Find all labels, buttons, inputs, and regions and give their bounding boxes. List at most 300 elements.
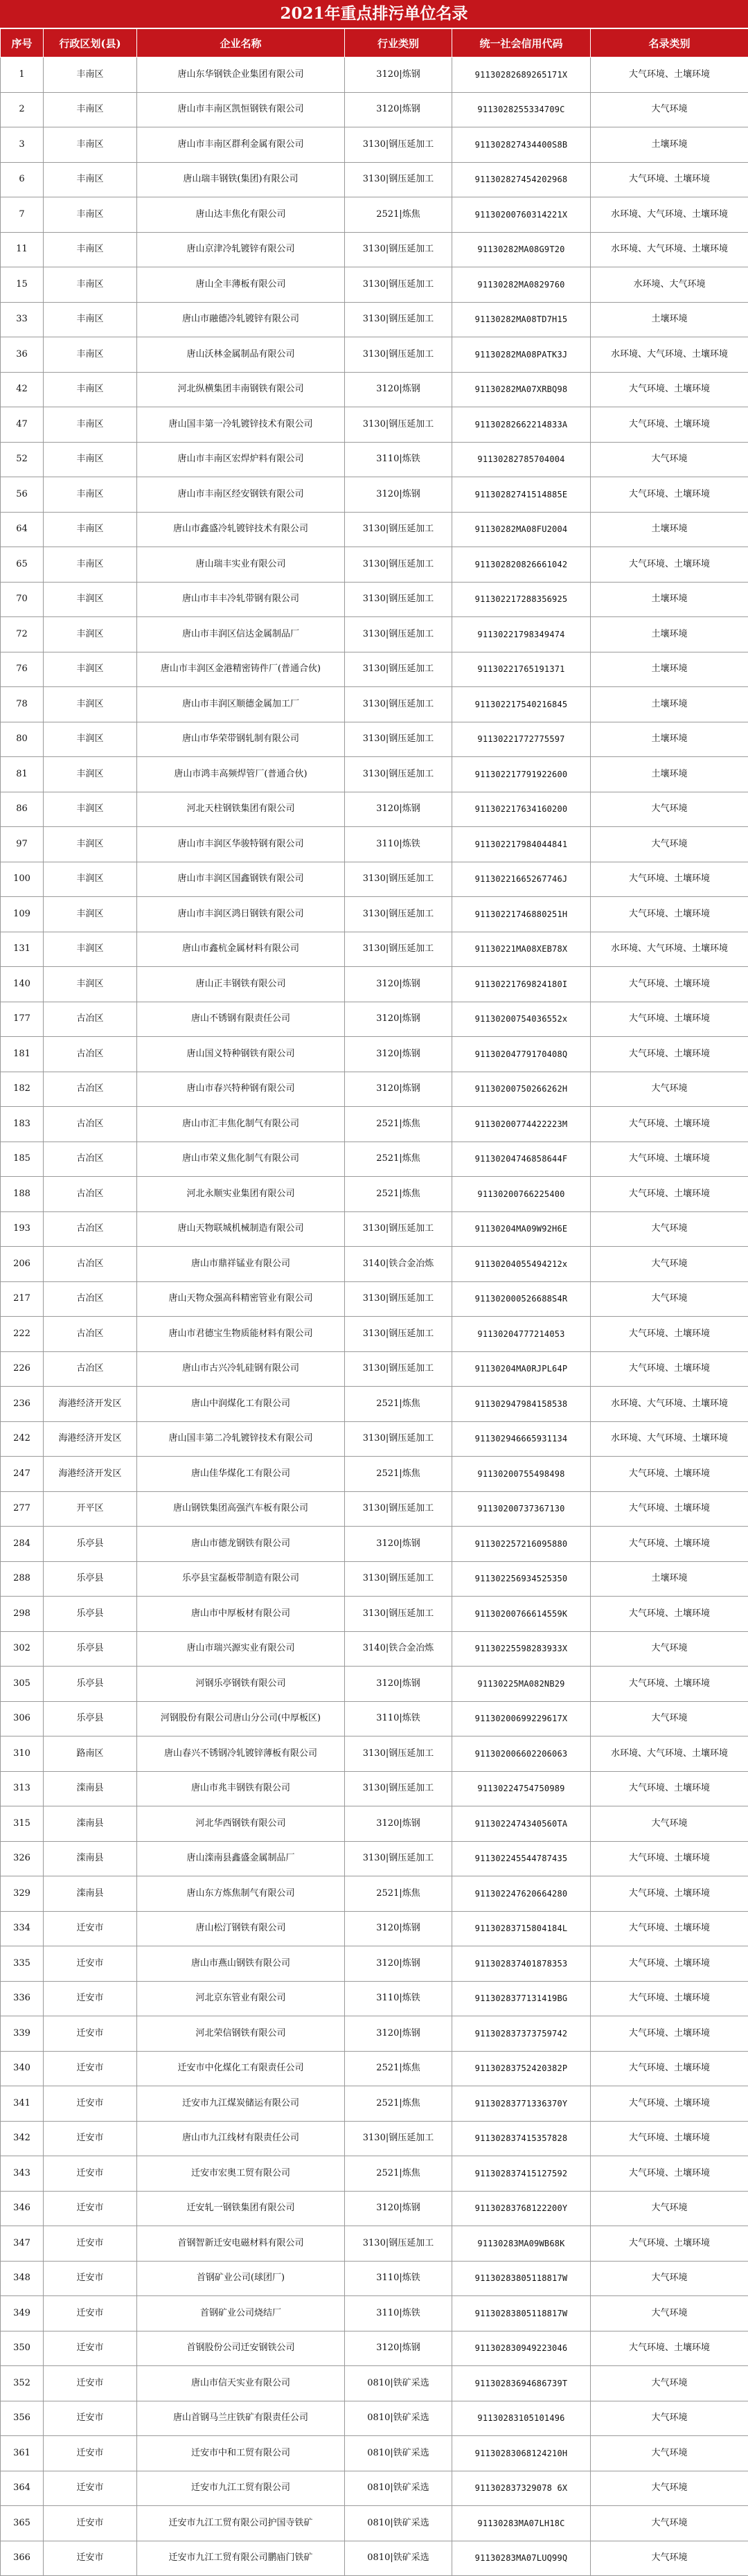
cell-company: 唐山市德龙钢铁有限公司 bbox=[137, 1527, 345, 1562]
cell-company: 唐山国丰第二冷轧镀锌技术有限公司 bbox=[137, 1421, 345, 1457]
cell-credit-code: 9113022474340560TA bbox=[452, 1806, 591, 1842]
table-row bbox=[1, 2506, 748, 2541]
cell-credit-code: 91130221798349474 bbox=[452, 617, 591, 652]
cell-category: 大气环境、土壤环境 bbox=[591, 57, 748, 93]
cell-index: 7 bbox=[1, 197, 44, 233]
table-row bbox=[1, 1247, 748, 1282]
cell-district: 迁安市 bbox=[44, 2541, 137, 2576]
table-row bbox=[1, 1597, 748, 1632]
cell-district: 古冶区 bbox=[44, 1177, 137, 1212]
table-row bbox=[1, 1421, 748, 1457]
cell-credit-code: 911302217984044841 bbox=[452, 827, 591, 862]
cell-industry: 3130|钢压延加工 bbox=[345, 1351, 452, 1387]
header-credit-code: 统一社会信用代码 bbox=[452, 29, 591, 57]
cell-category: 大气环境 bbox=[591, 442, 748, 477]
cell-index: 36 bbox=[1, 337, 44, 373]
table-row bbox=[1, 232, 748, 267]
cell-district: 乐亭县 bbox=[44, 1667, 137, 1702]
cell-industry: 3120|炼钢 bbox=[345, 2191, 452, 2226]
cell-category: 大气环境、土壤环境 bbox=[591, 2331, 748, 2366]
cell-index: 81 bbox=[1, 757, 44, 792]
cell-company: 河北纵横集团丰南钢铁有限公司 bbox=[137, 372, 345, 407]
table-row bbox=[1, 967, 748, 1002]
table-row bbox=[1, 1631, 748, 1667]
cell-company: 唐山市丰润区金港精密铸件厂(普通合伙) bbox=[137, 652, 345, 687]
table-row bbox=[1, 92, 748, 127]
cell-company: 唐山市瑞兴源实业有限公司 bbox=[137, 1631, 345, 1667]
cell-category: 大气环境、土壤环境 bbox=[591, 1946, 748, 1982]
cell-index: 242 bbox=[1, 1421, 44, 1457]
cell-index: 182 bbox=[1, 1072, 44, 1107]
cell-category: 大气环境 bbox=[591, 2541, 748, 2576]
cell-company: 迁安市九江工贸有限公司 bbox=[137, 2471, 345, 2506]
cell-company: 唐山市春兴特种钢有限公司 bbox=[137, 1072, 345, 1107]
cell-company: 迁安市中和工贸有限公司 bbox=[137, 2436, 345, 2471]
table-row bbox=[1, 162, 748, 197]
cell-industry: 0810|铁矿采选 bbox=[345, 2401, 452, 2436]
cell-category: 大气环境 bbox=[591, 1281, 748, 1317]
cell-company: 迁安市宏奥工贸有限公司 bbox=[137, 2156, 345, 2192]
cell-credit-code: 91130282MA08G9T20 bbox=[452, 232, 591, 267]
cell-industry: 3130|钢压延加工 bbox=[345, 897, 452, 932]
cell-index: 217 bbox=[1, 1281, 44, 1317]
cell-district: 迁安市 bbox=[44, 2401, 137, 2436]
table-row bbox=[1, 2401, 748, 2436]
cell-industry: 3130|钢压延加工 bbox=[345, 862, 452, 897]
cell-category: 大气环境 bbox=[591, 2261, 748, 2296]
cell-district: 乐亭县 bbox=[44, 1561, 137, 1597]
cell-index: 366 bbox=[1, 2541, 44, 2576]
cell-credit-code: 911302247620664280 bbox=[452, 1876, 591, 1912]
cell-industry: 0810|铁矿采选 bbox=[345, 2506, 452, 2541]
cell-district: 滦南县 bbox=[44, 1806, 137, 1842]
table-row bbox=[1, 897, 748, 932]
cell-industry: 3110|炼铁 bbox=[345, 827, 452, 862]
cell-company: 唐山市中厚板材有限公司 bbox=[137, 1597, 345, 1632]
cell-company: 唐山市丰丰冷轧带钢有限公司 bbox=[137, 582, 345, 617]
table-row bbox=[1, 1911, 748, 1946]
cell-category: 大气环境、土壤环境 bbox=[591, 1457, 748, 1492]
cell-index: 310 bbox=[1, 1736, 44, 1772]
cell-industry: 3130|钢压延加工 bbox=[345, 2226, 452, 2262]
cell-company: 首钢矿业公司烧结厂 bbox=[137, 2296, 345, 2331]
cell-index: 185 bbox=[1, 1142, 44, 1177]
cell-category: 土壤环境 bbox=[591, 512, 748, 547]
cell-district: 海港经济开发区 bbox=[44, 1457, 137, 1492]
cell-company: 迁安市九江煤炭储运有限公司 bbox=[137, 2086, 345, 2122]
cell-industry: 3130|钢压延加工 bbox=[345, 162, 452, 197]
cell-industry: 3110|炼铁 bbox=[345, 2261, 452, 2296]
cell-industry: 3140|铁合金冶炼 bbox=[345, 1631, 452, 1667]
table-row bbox=[1, 267, 748, 303]
cell-category: 大气环境、土壤环境 bbox=[591, 2051, 748, 2086]
cell-category: 大气环境、土壤环境 bbox=[591, 1142, 748, 1177]
cell-company: 唐山市鼎祥锰业有限公司 bbox=[137, 1247, 345, 1282]
cell-index: 339 bbox=[1, 2016, 44, 2052]
cell-credit-code: 91130283105101496 bbox=[452, 2401, 591, 2436]
cell-industry: 3120|炼钢 bbox=[345, 92, 452, 127]
cell-company: 唐山市九江线材有限责任公司 bbox=[137, 2121, 345, 2156]
cell-district: 迁安市 bbox=[44, 2506, 137, 2541]
cell-credit-code: 91130283752420382P bbox=[452, 2051, 591, 2086]
table-row bbox=[1, 1072, 748, 1107]
cell-category: 大气环境 bbox=[591, 1701, 748, 1736]
cell-district: 古冶区 bbox=[44, 1211, 137, 1247]
table-row bbox=[1, 1387, 748, 1422]
cell-industry: 3120|炼钢 bbox=[345, 2016, 452, 2052]
cell-industry: 3120|炼钢 bbox=[345, 1527, 452, 1562]
cell-district: 丰润区 bbox=[44, 792, 137, 827]
table-row bbox=[1, 197, 748, 233]
cell-credit-code: 91130200760314221X bbox=[452, 197, 591, 233]
cell-index: 329 bbox=[1, 1876, 44, 1912]
cell-industry: 3120|炼钢 bbox=[345, 477, 452, 513]
cell-company: 唐山市鸿丰高频焊管厂(普通合伙) bbox=[137, 757, 345, 792]
cell-credit-code: 91130200766614559K bbox=[452, 1597, 591, 1632]
cell-credit-code: 911302827434400S8B bbox=[452, 127, 591, 163]
table-row bbox=[1, 827, 748, 862]
cell-industry: 3130|钢压延加工 bbox=[345, 302, 452, 337]
cell-credit-code: 911302000526688S4R bbox=[452, 1281, 591, 1317]
cell-category: 水环境、大气环境、土壤环境 bbox=[591, 337, 748, 373]
cell-district: 丰南区 bbox=[44, 547, 137, 583]
cell-industry: 3110|炼铁 bbox=[345, 1981, 452, 2016]
cell-industry: 3130|钢压延加工 bbox=[345, 1211, 452, 1247]
cell-company: 唐山市丰南区群利金属有限公司 bbox=[137, 127, 345, 163]
cell-district: 路南区 bbox=[44, 1736, 137, 1772]
table-row bbox=[1, 1981, 748, 2016]
cell-district: 丰润区 bbox=[44, 687, 137, 722]
cell-index: 247 bbox=[1, 1457, 44, 1492]
table-row bbox=[1, 337, 748, 373]
cell-district: 丰南区 bbox=[44, 407, 137, 443]
cell-industry: 3130|钢压延加工 bbox=[345, 722, 452, 757]
cell-district: 迁安市 bbox=[44, 2331, 137, 2366]
cell-company: 河钢股份有限公司唐山分公司(中厚板区) bbox=[137, 1701, 345, 1736]
cell-index: 188 bbox=[1, 1177, 44, 1212]
cell-index: 72 bbox=[1, 617, 44, 652]
cell-credit-code: 91130200755498498 bbox=[452, 1457, 591, 1492]
cell-index: 131 bbox=[1, 932, 44, 967]
cell-industry: 3130|钢压延加工 bbox=[345, 337, 452, 373]
cell-category: 大气环境、土壤环境 bbox=[591, 1771, 748, 1806]
cell-industry: 3130|钢压延加工 bbox=[345, 232, 452, 267]
cell-company: 唐山市君德宝生物质能材料有限公司 bbox=[137, 1317, 345, 1352]
cell-district: 迁安市 bbox=[44, 2226, 137, 2262]
cell-district: 迁安市 bbox=[44, 2086, 137, 2122]
cell-category: 大气环境 bbox=[591, 1211, 748, 1247]
cell-district: 丰润区 bbox=[44, 862, 137, 897]
cell-index: 349 bbox=[1, 2296, 44, 2331]
cell-company: 唐山市丰南区经安钢铁有限公司 bbox=[137, 477, 345, 513]
cell-company: 唐山市荣义焦化制气有限公司 bbox=[137, 1142, 345, 1177]
table-row bbox=[1, 2016, 748, 2052]
cell-district: 丰南区 bbox=[44, 512, 137, 547]
cell-industry: 3130|钢压延加工 bbox=[345, 1561, 452, 1597]
cell-index: 11 bbox=[1, 232, 44, 267]
cell-index: 3 bbox=[1, 127, 44, 163]
cell-industry: 3130|钢压延加工 bbox=[345, 1491, 452, 1527]
cell-industry: 2521|炼焦 bbox=[345, 1142, 452, 1177]
cell-industry: 3130|钢压延加工 bbox=[345, 547, 452, 583]
cell-credit-code: 91130225MA082NB29 bbox=[452, 1667, 591, 1702]
cell-credit-code: 91130283068124210H bbox=[452, 2436, 591, 2471]
cell-category: 大气环境、土壤环境 bbox=[591, 1002, 748, 1037]
cell-index: 42 bbox=[1, 372, 44, 407]
cell-category: 大气环境 bbox=[591, 827, 748, 862]
cell-index: 347 bbox=[1, 2226, 44, 2262]
cell-index: 334 bbox=[1, 1911, 44, 1946]
cell-district: 丰润区 bbox=[44, 967, 137, 1002]
cell-credit-code: 91130282662214833A bbox=[452, 407, 591, 443]
cell-index: 364 bbox=[1, 2471, 44, 2506]
table-row bbox=[1, 442, 748, 477]
cell-district: 迁安市 bbox=[44, 2156, 137, 2192]
table-body bbox=[1, 57, 748, 2576]
cell-district: 古冶区 bbox=[44, 1351, 137, 1387]
cell-company: 迁安市中化煤化工有限责任公司 bbox=[137, 2051, 345, 2086]
table-row bbox=[1, 57, 748, 93]
cell-district: 迁安市 bbox=[44, 2366, 137, 2401]
cell-company: 乐亭县宝磊板带制造有限公司 bbox=[137, 1561, 345, 1597]
cell-industry: 2521|炼焦 bbox=[345, 1107, 452, 1142]
cell-category: 大气环境 bbox=[591, 792, 748, 827]
table-row bbox=[1, 652, 748, 687]
cell-index: 177 bbox=[1, 1002, 44, 1037]
cell-category: 水环境、大气环境、土壤环境 bbox=[591, 1421, 748, 1457]
cell-district: 丰南区 bbox=[44, 477, 137, 513]
cell-district: 丰南区 bbox=[44, 197, 137, 233]
cell-company: 河北天柱钢铁集团有限公司 bbox=[137, 792, 345, 827]
cell-industry: 3120|炼钢 bbox=[345, 1911, 452, 1946]
table-row bbox=[1, 1211, 748, 1247]
table-row bbox=[1, 1806, 748, 1842]
cell-credit-code: 91130221665267746J bbox=[452, 862, 591, 897]
cell-index: 33 bbox=[1, 302, 44, 337]
cell-category: 大气环境 bbox=[591, 1631, 748, 1667]
cell-index: 288 bbox=[1, 1561, 44, 1597]
cell-industry: 3130|钢压延加工 bbox=[345, 1317, 452, 1352]
table-row bbox=[1, 1736, 748, 1772]
cell-credit-code: 911302830949223046 bbox=[452, 2331, 591, 2366]
cell-index: 346 bbox=[1, 2191, 44, 2226]
cell-industry: 3130|钢压延加工 bbox=[345, 582, 452, 617]
cell-industry: 2521|炼焦 bbox=[345, 1387, 452, 1422]
cell-index: 86 bbox=[1, 792, 44, 827]
cell-company: 唐山钢铁集团高强汽车板有限公司 bbox=[137, 1491, 345, 1527]
table-row bbox=[1, 2296, 748, 2331]
cell-credit-code: 91130283694686739T bbox=[452, 2366, 591, 2401]
cell-industry: 3120|炼钢 bbox=[345, 57, 452, 93]
table-row bbox=[1, 127, 748, 163]
cell-company: 唐山中润煤化工有限公司 bbox=[137, 1387, 345, 1422]
table-row bbox=[1, 1491, 748, 1527]
cell-credit-code: 91130224754750989 bbox=[452, 1771, 591, 1806]
cell-district: 海港经济开发区 bbox=[44, 1421, 137, 1457]
cell-district: 丰南区 bbox=[44, 232, 137, 267]
table-row bbox=[1, 1527, 748, 1562]
cell-district: 迁安市 bbox=[44, 2471, 137, 2506]
cell-credit-code: 91130282741514885E bbox=[452, 477, 591, 513]
cell-industry: 3120|炼钢 bbox=[345, 1667, 452, 1702]
cell-district: 古冶区 bbox=[44, 1072, 137, 1107]
cell-district: 古冶区 bbox=[44, 1317, 137, 1352]
cell-company: 唐山春兴不锈钢冷轧镀锌薄板有限公司 bbox=[137, 1736, 345, 1772]
cell-industry: 3130|钢压延加工 bbox=[345, 267, 452, 303]
table-row bbox=[1, 2156, 748, 2192]
header-category: 名录类别 bbox=[591, 29, 748, 57]
cell-index: 284 bbox=[1, 1527, 44, 1562]
cell-credit-code: 91130221765191371 bbox=[452, 652, 591, 687]
cell-index: 306 bbox=[1, 1701, 44, 1736]
cell-category: 大气环境、土壤环境 bbox=[591, 2016, 748, 2052]
cell-industry: 3120|炼钢 bbox=[345, 967, 452, 1002]
cell-district: 丰润区 bbox=[44, 617, 137, 652]
cell-company: 唐山市华荣带钢轧制有限公司 bbox=[137, 722, 345, 757]
table-row bbox=[1, 477, 748, 513]
cell-credit-code: 9113028377131419BG bbox=[452, 1981, 591, 2016]
cell-category: 大气环境、土壤环境 bbox=[591, 1667, 748, 1702]
cell-index: 100 bbox=[1, 862, 44, 897]
cell-credit-code: 91130204MA0RJPL64P bbox=[452, 1351, 591, 1387]
cell-company: 迁安轧一钢铁集团有限公司 bbox=[137, 2191, 345, 2226]
cell-category: 大气环境 bbox=[591, 2191, 748, 2226]
cell-industry: 3120|炼钢 bbox=[345, 1806, 452, 1842]
cell-industry: 3120|炼钢 bbox=[345, 2331, 452, 2366]
cell-index: 64 bbox=[1, 512, 44, 547]
cell-index: 361 bbox=[1, 2436, 44, 2471]
cell-district: 迁安市 bbox=[44, 2296, 137, 2331]
cell-credit-code: 911302217634160200 bbox=[452, 792, 591, 827]
cell-index: 140 bbox=[1, 967, 44, 1002]
cell-category: 大气环境、土壤环境 bbox=[591, 162, 748, 197]
cell-industry: 3120|炼钢 bbox=[345, 1037, 452, 1072]
cell-category: 大气环境、土壤环境 bbox=[591, 1037, 748, 1072]
table-row bbox=[1, 2191, 748, 2226]
cell-index: 47 bbox=[1, 407, 44, 443]
cell-category: 水环境、大气环境、土壤环境 bbox=[591, 232, 748, 267]
cell-district: 开平区 bbox=[44, 1491, 137, 1527]
cell-company: 唐山首钢马兰庄铁矿有限责任公司 bbox=[137, 2401, 345, 2436]
cell-district: 丰润区 bbox=[44, 897, 137, 932]
cell-category: 大气环境 bbox=[591, 1806, 748, 1842]
cell-credit-code: 91130282MA08TD7H15 bbox=[452, 302, 591, 337]
cell-company: 唐山市融德冷轧镀锌有限公司 bbox=[137, 302, 345, 337]
cell-category: 大气环境、土壤环境 bbox=[591, 2086, 748, 2122]
cell-category: 大气环境、土壤环境 bbox=[591, 407, 748, 443]
cell-category: 水环境、大气环境、土壤环境 bbox=[591, 197, 748, 233]
cell-category: 土壤环境 bbox=[591, 617, 748, 652]
cell-index: 6 bbox=[1, 162, 44, 197]
cell-category: 大气环境、土壤环境 bbox=[591, 1491, 748, 1527]
cell-category: 水环境、大气环境 bbox=[591, 267, 748, 303]
cell-index: 56 bbox=[1, 477, 44, 513]
cell-company: 首钢智新迁安电磁材料有限公司 bbox=[137, 2226, 345, 2262]
cell-company: 河北荣信钢铁有限公司 bbox=[137, 2016, 345, 2052]
cell-company: 唐山东华钢铁企业集团有限公司 bbox=[137, 57, 345, 93]
cell-industry: 3140|铁合金冶炼 bbox=[345, 1247, 452, 1282]
cell-credit-code: 911302217791922600 bbox=[452, 757, 591, 792]
cell-credit-code: 911302820826661042 bbox=[452, 547, 591, 583]
header-index: 序号 bbox=[1, 29, 44, 57]
cell-credit-code: 911302837415357828 bbox=[452, 2121, 591, 2156]
cell-district: 迁安市 bbox=[44, 2051, 137, 2086]
cell-industry: 3120|炼钢 bbox=[345, 1002, 452, 1037]
cell-district: 古冶区 bbox=[44, 1247, 137, 1282]
cell-credit-code: 91130225598283933X bbox=[452, 1631, 591, 1667]
cell-district: 丰南区 bbox=[44, 372, 137, 407]
cell-credit-code: 91130282MA08FU2004 bbox=[452, 512, 591, 547]
cell-industry: 3130|钢压延加工 bbox=[345, 932, 452, 967]
cell-industry: 3130|钢压延加工 bbox=[345, 1771, 452, 1806]
cell-district: 海港经济开发区 bbox=[44, 1387, 137, 1422]
cell-district: 丰南区 bbox=[44, 302, 137, 337]
cell-category: 大气环境 bbox=[591, 2296, 748, 2331]
cell-industry: 3120|炼钢 bbox=[345, 792, 452, 827]
cell-company: 唐山国丰第一冷轧镀锌技术有限公司 bbox=[137, 407, 345, 443]
cell-category: 大气环境 bbox=[591, 2436, 748, 2471]
cell-index: 356 bbox=[1, 2401, 44, 2436]
cell-industry: 2521|炼焦 bbox=[345, 1876, 452, 1912]
cell-category: 大气环境、土壤环境 bbox=[591, 1527, 748, 1562]
cell-industry: 3130|钢压延加工 bbox=[345, 687, 452, 722]
pollutant-unit-table bbox=[0, 28, 748, 2576]
cell-district: 滦南县 bbox=[44, 1841, 137, 1876]
table-row bbox=[1, 2436, 748, 2471]
cell-index: 342 bbox=[1, 2121, 44, 2156]
cell-credit-code: 91130221MA08XEB78X bbox=[452, 932, 591, 967]
cell-industry: 0810|铁矿采选 bbox=[345, 2366, 452, 2401]
table-row bbox=[1, 2121, 748, 2156]
cell-company: 唐山市丰润区顺德金属加工厂 bbox=[137, 687, 345, 722]
cell-district: 丰润区 bbox=[44, 582, 137, 617]
cell-index: 326 bbox=[1, 1841, 44, 1876]
cell-credit-code: 911302217540216845 bbox=[452, 687, 591, 722]
cell-index: 343 bbox=[1, 2156, 44, 2192]
cell-district: 古冶区 bbox=[44, 1281, 137, 1317]
cell-company: 河北京东管业有限公司 bbox=[137, 1981, 345, 2016]
cell-category: 大气环境、土壤环境 bbox=[591, 1841, 748, 1876]
cell-credit-code: 911302946665931134 bbox=[452, 1421, 591, 1457]
cell-credit-code: 911302837373759742 bbox=[452, 2016, 591, 2052]
cell-category: 大气环境、土壤环境 bbox=[591, 372, 748, 407]
table-row bbox=[1, 2051, 748, 2086]
table-row bbox=[1, 932, 748, 967]
table-row bbox=[1, 1281, 748, 1317]
table-row bbox=[1, 2471, 748, 2506]
cell-category: 大气环境、土壤环境 bbox=[591, 1911, 748, 1946]
cell-category: 土壤环境 bbox=[591, 652, 748, 687]
cell-industry: 2521|炼焦 bbox=[345, 197, 452, 233]
cell-credit-code: 911302245544787435 bbox=[452, 1841, 591, 1876]
cell-district: 滦南县 bbox=[44, 1876, 137, 1912]
cell-index: 277 bbox=[1, 1491, 44, 1527]
cell-company: 唐山沃林金属制品有限公司 bbox=[137, 337, 345, 373]
table-row bbox=[1, 1561, 748, 1597]
cell-index: 109 bbox=[1, 897, 44, 932]
cell-district: 乐亭县 bbox=[44, 1701, 137, 1736]
cell-index: 2 bbox=[1, 92, 44, 127]
cell-category: 大气环境 bbox=[591, 2506, 748, 2541]
cell-credit-code: 91130200699229617X bbox=[452, 1701, 591, 1736]
cell-industry: 2521|炼焦 bbox=[345, 1457, 452, 1492]
cell-credit-code: 91130283715804184L bbox=[452, 1911, 591, 1946]
cell-index: 350 bbox=[1, 2331, 44, 2366]
cell-index: 1 bbox=[1, 57, 44, 93]
cell-industry: 3120|炼钢 bbox=[345, 1946, 452, 1982]
cell-industry: 3130|钢压延加工 bbox=[345, 1736, 452, 1772]
cell-district: 丰南区 bbox=[44, 162, 137, 197]
